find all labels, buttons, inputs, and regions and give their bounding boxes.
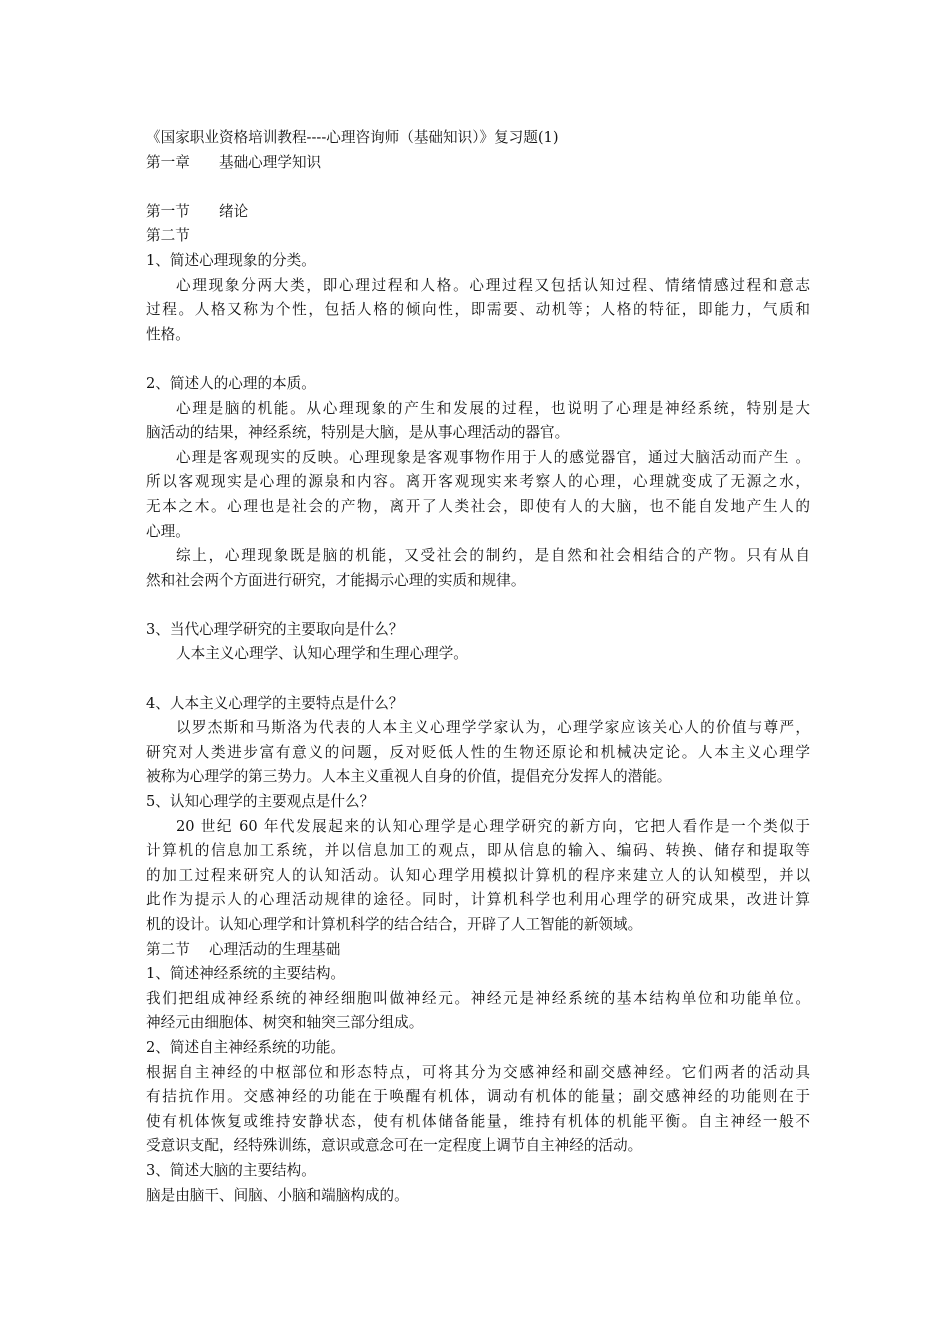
answer-line: 机的设计。认知心理学和计算机科学的结合结合，开辟了人工智能的新领域。 (146, 916, 643, 933)
answer-line: 心理是脑的机能。从心理现象的产生和发展的过程，也说明了心理是神经系统，特别是大 (176, 399, 810, 417)
answer-line: 计算机的信息加工系统，并以信息加工的观点，即从信息的输入、编码、转换、储存和提取等 (146, 842, 810, 860)
answer-line: 以罗杰斯和马斯洛为代表的人本主义心理学学家认为，心理学家应该关心人的价值与尊严， (176, 719, 810, 737)
answer-line: 我们把组成神经系统的神经细胞叫做神经元。神经元是神经系统的基本结构单位和功能单位。 (146, 989, 810, 1007)
section-heading-1: 第一节 绪论 (146, 202, 249, 220)
answer-line: 研究对人类进步富有意义的问题，反对贬低人性的生物还原论和机械决定论。人本主义心理学 (146, 743, 810, 761)
document-page (146, 126, 810, 1208)
s3-question-2: 2、简述自主神经系统的功能。 (146, 1038, 346, 1056)
section-heading-3: 第二节 心理活动的生理基础 (146, 940, 341, 958)
answer-line: 所以客观现实是心理的源泉和内容。离开客观现实来考察人的心理，心理就变成了无源之水， (146, 473, 810, 491)
answer-line: 的加工过程来研究人的认知活动。认知心理学用模拟计算机的程序来建立人的认知模型，并以 (146, 866, 810, 884)
answer-line: 脑是由脑干、间脑、小脑和端脑构成的。 (146, 1186, 409, 1204)
answer-line: 20 世纪 60 年代发展起来的认知心理学是心理学研究的新方向，它把人看作是一个类似于 (176, 817, 810, 835)
blank-line (146, 667, 810, 692)
answer-line: 人本主义心理学、认知心理学和生理心理学。 (176, 645, 468, 663)
blank-line (146, 593, 810, 618)
answer-line: 被称为心理学的第三势力。人本主义重视人自身的价值，提倡充分发挥人的潜能。 (146, 768, 672, 786)
answer-line: 然和社会两个方面进行研究，才能揭示心理的实质和规律。 (146, 571, 526, 589)
question-1: 1、简述心理现象的分类。 (146, 251, 316, 269)
question-3: 3、当代心理学研究的主要取向是什么？ (146, 620, 404, 638)
answer-line: 无本之木。心理也是社会的产物，离开了人类社会，即使有人的大脑，也不能自发地产生人的 (146, 497, 810, 515)
answer-line: 根据自主神经的中枢部位和形态特点，可将其分为交感神经和副交感神经。它们两者的活动具 (146, 1063, 810, 1081)
answer-line: 性格。 (146, 325, 190, 343)
answer-line: 脑活动的结果，神经系统，特别是大脑，是从事心理活动的器官。 (146, 424, 570, 442)
answer-line: 神经元由细胞体、树突和轴突三部分组成。 (146, 1014, 424, 1032)
answer-line: 过程。人格又称为个性，包括人格的倾向性，即需要、动机等；人格的特征，即能力，气质和 (146, 301, 810, 319)
s3-question-3: 3、简述大脑的主要结构。 (146, 1161, 316, 1179)
chapter-heading: 第一章 基础心理学知识 (146, 153, 322, 171)
answer-line: 心理现象分两大类，即心理过程和人格。心理过程又包括认知过程、情绪情感过程和意志 (176, 276, 810, 294)
question-5: 5、认知心理学的主要观点是什么？ (146, 793, 375, 811)
answer-line: 使有机体恢复或维持安静状态，使有机体储备能量，维持有机体的机能平衡。自主神经一般不 (146, 1112, 810, 1130)
blank-line (146, 175, 810, 200)
s3-question-1: 1、简述神经系统的主要结构。 (146, 965, 346, 983)
blank-line (146, 347, 810, 372)
answer-line: 受意识支配，经特殊训练，意识或意念可在一定程度上调节自主神经的活动。 (146, 1137, 643, 1155)
answer-line: 有拮抗作用。交感神经的功能在于唤醒有机体，调动有机体的能量；副交感神经的功能则在于 (146, 1088, 810, 1106)
question-2: 2、简述人的心理的本质。 (146, 374, 316, 392)
answer-line: 综上，心理现象既是脑的机能，又受社会的制约，是自然和社会相结合的产物。只有从自 (176, 547, 810, 565)
question-4: 4、人本主义心理学的主要特点是什么？ (146, 694, 404, 712)
section-heading-2: 第二节 (146, 227, 190, 245)
answer-line: 心理是客观现实的反映。心理现象是客观事物作用于人的感觉器官，通过大脑活动而产生 。 (176, 448, 810, 466)
document-title: 《国家职业资格培训教程----心理咨询师（基础知识）》复习题(1) (146, 129, 559, 146)
answer-line: 此作为提示人的心理活动规律的途径。同时，计算机科学也利用心理学的研究成果，改进计算 (146, 891, 810, 909)
answer-line: 心理。 (146, 522, 190, 540)
